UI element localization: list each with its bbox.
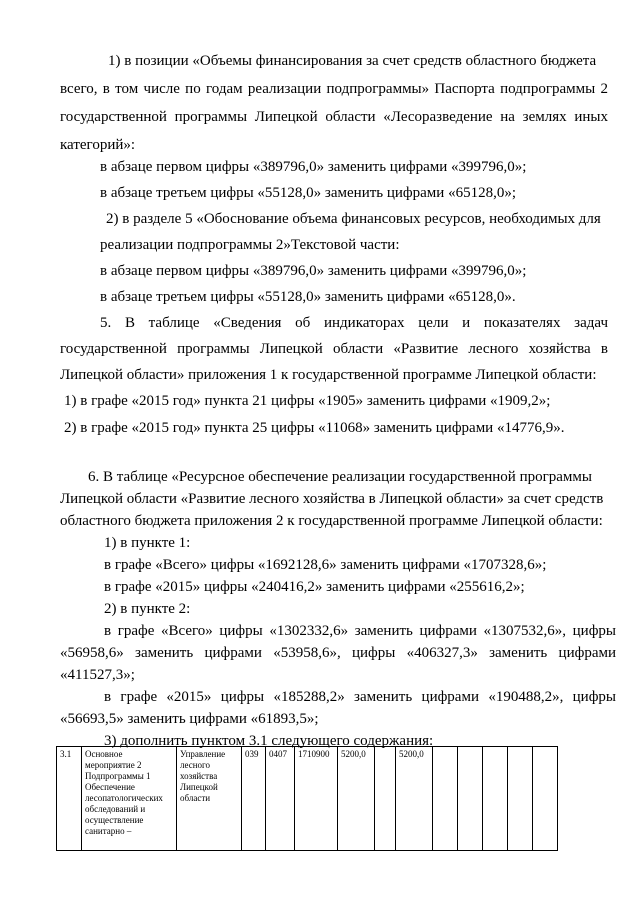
paragraph-line: в графе «Всего» цифры «1302332,6» заменить цифрами «1307532,6», цифры xyxy=(104,623,616,639)
paragraph-line: в абзаце третьем цифры «55128,0» заменить цифрами «65128,0». xyxy=(100,289,516,305)
paragraph-line: 1) в позиции «Объемы финансирования за счет средств областного бюджета xyxy=(108,53,597,69)
cell-empty xyxy=(458,747,483,851)
paragraph-line: «411527,3»; xyxy=(60,667,135,683)
resource-table xyxy=(56,746,558,851)
cell-empty xyxy=(533,747,558,851)
paragraph-line: в графе «2015» цифры «185288,2» заменить цифрами «190488,2», цифры xyxy=(104,689,616,705)
paragraph-line: 2) в пункте 2: xyxy=(104,601,191,617)
paragraph-line: всего, в том числе по годам реализации подпрограммы» Паспорта подпрограммы 2 xyxy=(60,81,608,97)
paragraph-line: Липецкой области» приложения 1 к государственной программе Липецкой области: xyxy=(60,367,597,383)
paragraph-line: Липецкой области «Развитие лесного хозяйства в Липецкой области» за счет средств xyxy=(60,491,604,507)
paragraph-line: государственной программы Липецкой области «Лесоразведение на землях иных xyxy=(60,109,608,125)
paragraph-line: категорий»: xyxy=(60,137,136,153)
paragraph-line: в графе «2015» цифры «240416,2» заменить цифрами «255616,2»; xyxy=(104,579,525,595)
cell-code-2: 0407 xyxy=(266,747,295,851)
cell-empty xyxy=(483,747,508,851)
cell-empty xyxy=(508,747,533,851)
cell-measure-name: Основное мероприятие 2 Подпрограммы 1 Обеспечение лесопатологических обследований и осуществление санитарно – xyxy=(82,747,177,851)
cell-empty xyxy=(375,747,396,851)
paragraph-line: 2) в графе «2015 год» пункта 25 цифры «11068» заменить цифрами «14776,9». xyxy=(64,420,565,436)
paragraph-line: 2) в разделе 5 «Обоснование объема финансовых ресурсов, необходимых для xyxy=(106,211,601,227)
paragraph-line: 1) в графе «2015 год» пункта 21 цифры «1905» заменить цифрами «1909,2»; xyxy=(64,393,551,409)
paragraph-line: в абзаце первом цифры «389796,0» заменить цифрами «399796,0»; xyxy=(100,159,527,175)
paragraph-line: в абзаце третьем цифры «55128,0» заменить цифрами «65128,0»; xyxy=(100,185,516,201)
cell-total: 5200,0 xyxy=(338,747,375,851)
table-row xyxy=(57,747,558,851)
paragraph-line: в графе «Всего» цифры «1692128,6» заменить цифрами «1707328,6»; xyxy=(104,557,547,573)
paragraph-line: 3) дополнить пунктом 3.1 следующего содержания: xyxy=(104,733,434,749)
paragraph-line: реализации подпрограммы 2»Текстовой части: xyxy=(100,237,400,253)
paragraph-line: 5. В таблице «Сведения об индикаторах цели и показателях задач xyxy=(100,315,608,331)
paragraph-line: 6. В таблице «Ресурсное обеспечение реализации государственной программы xyxy=(88,469,592,485)
paragraph-line: областного бюджета приложения 2 к государственной программе Липецкой области: xyxy=(60,513,603,529)
paragraph-line: в абзаце первом цифры «389796,0» заменить цифрами «399796,0»; xyxy=(100,263,527,279)
cell-year-2015: 5200,0 xyxy=(396,747,433,851)
cell-code-3: 1710900 xyxy=(295,747,338,851)
paragraph-line: 1) в пункте 1: xyxy=(104,535,191,551)
paragraph-line: государственной программы Липецкой области «Развитие лесного хозяйства в xyxy=(60,341,608,357)
cell-code-1: 039 xyxy=(242,747,266,851)
cell-executor: Управление лесного хозяйства Липецкой области xyxy=(177,747,242,851)
cell-number: 3.1 xyxy=(57,747,82,851)
cell-empty xyxy=(433,747,458,851)
paragraph-line: «56693,5» заменить цифрами «61893,5»; xyxy=(60,711,319,727)
paragraph-line: «56958,6» заменить цифрами «53958,6», цифры «406327,3» заменить цифрами xyxy=(60,645,616,661)
